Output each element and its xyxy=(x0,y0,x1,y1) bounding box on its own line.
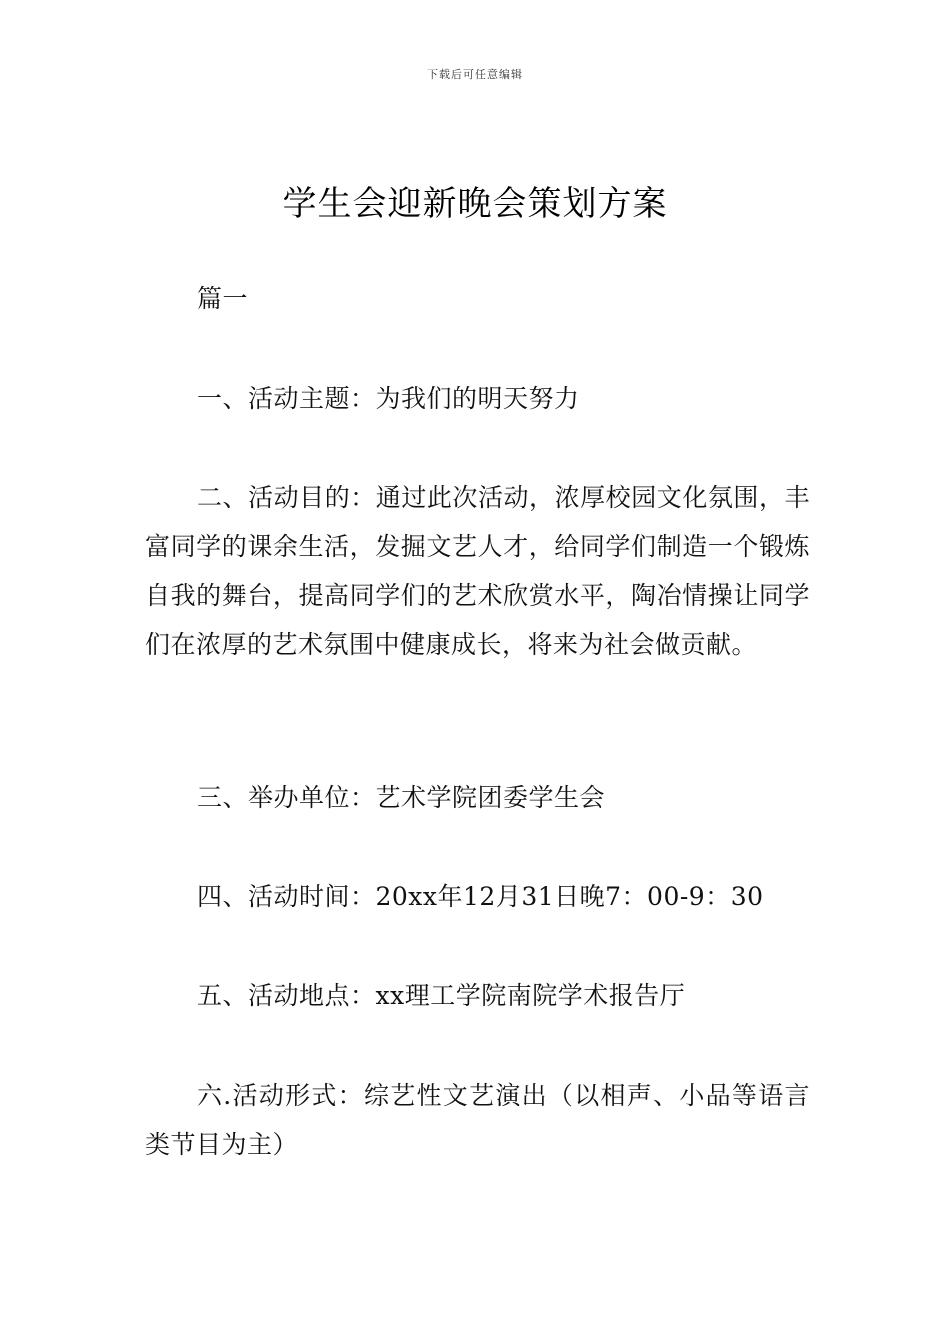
section-label: 篇一 xyxy=(197,284,249,313)
paragraph-theme: 一、活动主题：为我们的明天努力 xyxy=(197,384,580,413)
paragraph-organizer: 三、举办单位：艺术学院团委学生会 xyxy=(197,783,606,812)
paragraph-location: 五、活动地点：xx理工学院南院学术报告厅 xyxy=(197,981,686,1010)
paragraph-format: 六.活动形式：综艺性文艺演出（以相声、小品等语言类节目为主） xyxy=(145,1081,810,1159)
header-note: 下载后可任意编辑 xyxy=(427,68,523,81)
paragraph-time: 四、活动时间：20xx年12月31日晚7：00-9：30 xyxy=(197,882,764,911)
document-title: 学生会迎新晚会策划方案 xyxy=(282,184,668,224)
paragraph-purpose: 二、活动目的：通过此次活动，浓厚校园文化氛围，丰富同学的课余生活，发掘文艺人才，给同学们制造一个锻炼自我的舞台，提高同学们的艺术欣赏水平，陶冶情操让同学们在浓厚的艺术氛围中健康成长，将来为社会做贡献。 xyxy=(145,483,810,659)
